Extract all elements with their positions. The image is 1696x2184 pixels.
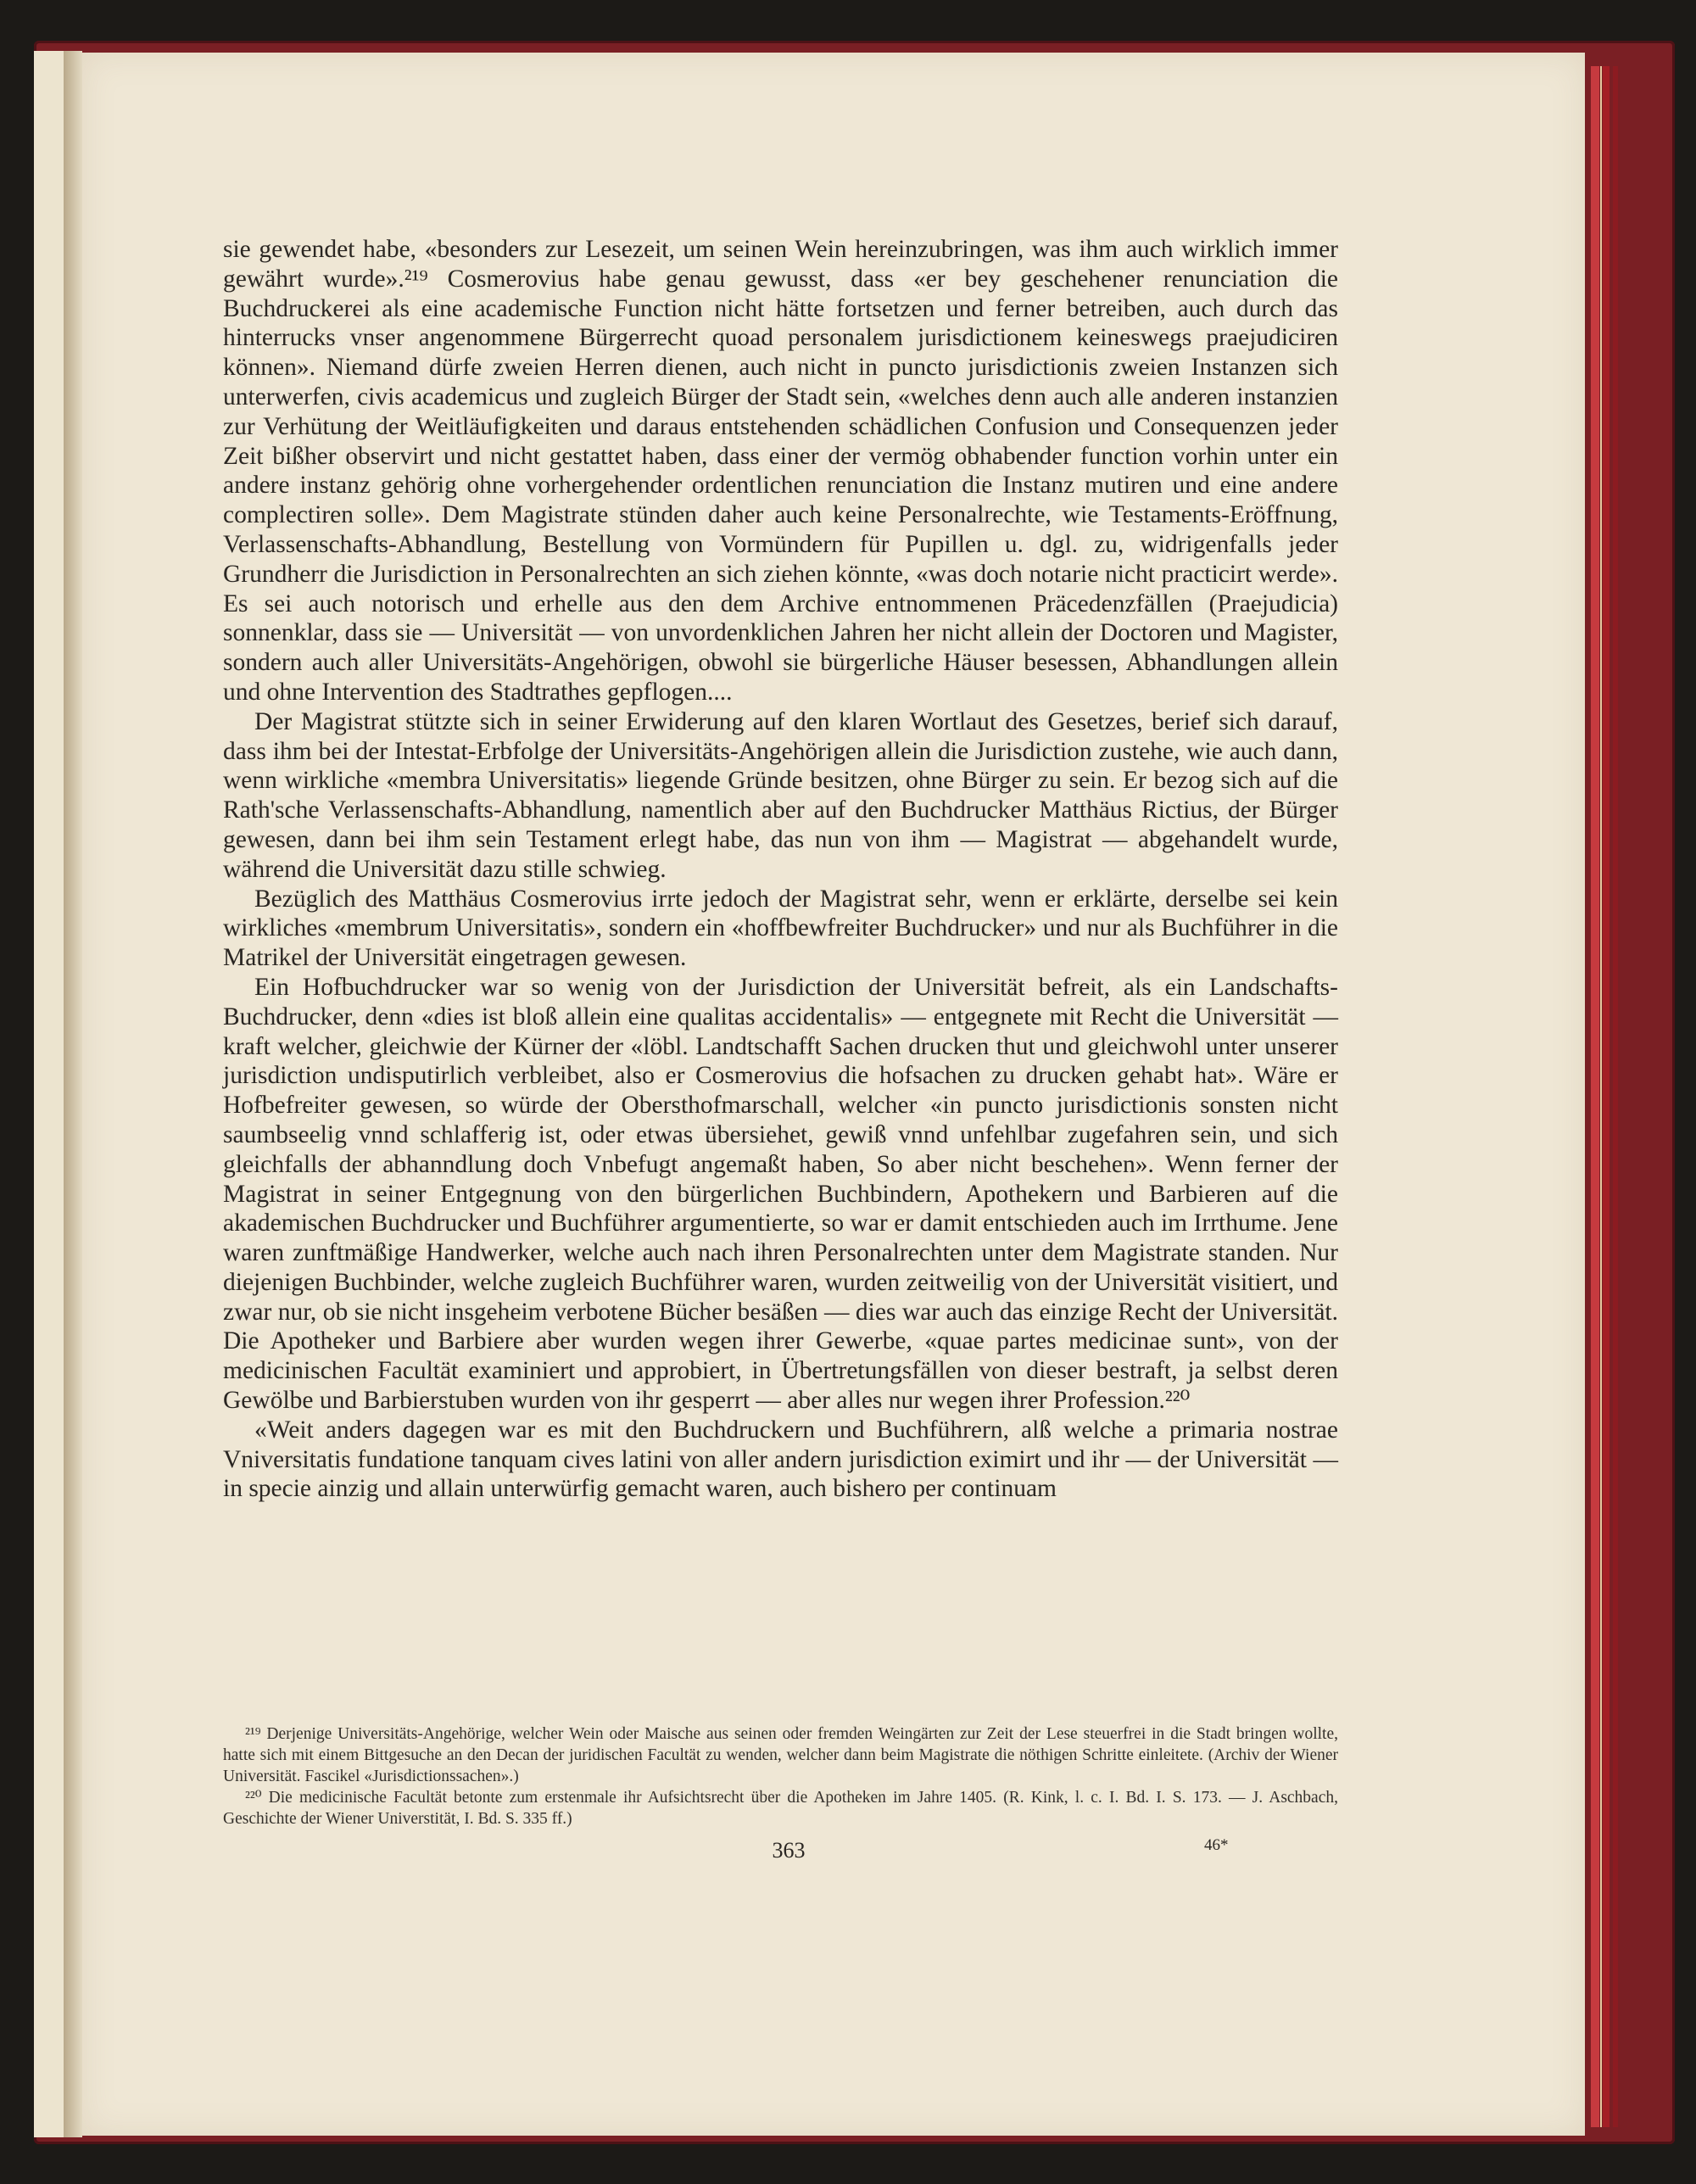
page-edge-red — [1613, 66, 1618, 2127]
signature-mark: 46* — [1204, 1836, 1229, 1854]
page-edge-gilt — [1600, 66, 1602, 2127]
paragraph: sie gewendet habe, «besonders zur Lesezeit, um seinen Wein hereinzubringen, was ihm auch wirklich immer gewährt wurde».²¹⁹ Cosmerovius habe genau gewusst, dass «er bey geschehener renunciation die Buchdruckerei als eine academische Function nicht hätte fortsetzen und ferner betreiben, auch durch das hinterrucks vnser angenommene Bürgerrecht quoad personalem jurisdictionem keineswegs praejudiciren können». Niemand dürfe zweien Herren dienen, auch nicht in puncto jurisdictionis zweien Instanzen sich unterwerfen, civis academicus und zugleich Bürger der Stadt sein, «welches denn auch alle anderen instanzien zur Verhütung der Weitläufigkeiten und daraus entstehenden schädlichen Confusion und Consequenzen jeder Zeit bißher observirt und nicht gestattet haben, dass einer der vermög obhabender function vorhin unter ein andere instanz gehörig ohne vorhergehender ordentlichen renunciation die Instanz mutiren und eine andere complectiren solle». Dem Magistrate stünden daher auch keine Personalrechte, wie Testaments-Eröffnung, Verlassenschafts-Abhandlung, Bestellung von Vormündern für Pupillen u. dgl. zu, widrigenfalls jeder Grundherr die Jurisdiction in Personalrechten an sich ziehen könnte, «was doch notarie nicht practicirt werde». Es sei auch notorisch und erhelle aus den dem Archive entnommenen Präcedenzfällen (Praejudicia) sonnenklar, dass sie — Universität — von unvordenklichen Jahren her nicht allein der Doctoren und Magister, sondern auch aller Universitäts-Angehörigen, obwohl sie bürgerliche Häuser besessen, Abhandlungen allein und ohne Intervention des Stadtrathes gepflogen.... — [223, 236, 1338, 706]
paragraph: Bezüglich des Matthäus Cosmerovius irrte jedoch der Magistrat sehr, wenn er erklärte, derselbe sei kein wirkliches «membrum Universitatis», sondern ein «hoffbewfreiter Buchdrucker» und nur als Buchführer in die Matrikel der Universität eingetragen gewesen. — [223, 885, 1338, 972]
paragraph: Ein Hofbuchdrucker war so wenig von der Jurisdiction der Universität befreit, als ein Landschafts-Buchdrucker, denn «dies ist bloß allein eine qualitas accidentalis» — entgegnete mit Recht die Universität — kraft welcher, gleichwie der Kürner der «löbl. Landtschafft Sachen drucken thut und gleichwohl unter unserer jurisdiction undisputirlich verbleibet, also er Cosmerovius die hofsachen zu drucken gehabt hat». Wäre er Hofbefreiter gewesen, so würde der Obersthofmarschall, welcher «in puncto jurisdictionis sonsten nicht saumbseelig vnnd schlafferig ist, oder etwas übersiehet, gewiß vnnd unfehlbar zugefahren sein, und sich gleichfalls der abhanndlung doch Vnbefugt angemaßt haben, So aber nicht beschehen». Wenn ferner der Magistrat in seiner Entgegnung von den bürgerlichen Buchbindern, Apothekern und Barbieren auf die akademischen Buchdrucker und Buchführer argumentierte, so war er damit entschieden auch im Irrthume. Jene waren zunftmäßige Handwerker, welche auch nach ihren Personalrechten unter dem Magistrate standen. Nur diejenigen Buchbinder, welche zugleich Buchführer waren, wurden zeitweilig von der Universität visitiert, und zwar nur, ob sie nicht insgeheim verbotene Bücher besäßen — dies war auch das einzige Recht der Universität. Die Apotheker und Barbiere aber wurden wegen ihrer Gewerbe, «quae partes medicinae sunt», von der medicinischen Facultät examiniert und approbiert, in Übertretungsfällen von dieser bestraft, ja selbst deren Gewölbe und Barbierstuben wurden von ihr gesperrt — aber alles nur wegen ihrer Profession.²²⁰ — [223, 973, 1338, 1415]
footnotes — [223, 1723, 1338, 1829]
facing-page-sliver — [34, 51, 65, 2137]
footnote: ²²⁰ Die medicinische Facultät betonte zum erstenmale ihr Aufsichtsrecht über die Apotheken im Jahre 1405. (R. Kink, l. c. I. Bd. I. S. 173. — J. Aschbach, Geschichte der Wiener Universtität, I. Bd. S. 335 ff.) — [223, 1789, 1338, 1828]
paragraph: Der Magistrat stützte sich in seiner Erwiderung auf den klaren Wortlaut des Gesetzes, berief sich darauf, dass ihm bei der Intestat-Erbfolge der Universitäts-Angehörigen allein die Jurisdiction zustehe, wie auch dann, wenn wirkliche «membra Universitatis» liegende Gründe besitzen, ohne Bürger zu sein. Er bezog sich auf die Rath'sche Verlassenschafts-Abhandlung, namentlich aber auf den Buchdrucker Matthäus Rictius, der Bürger gewesen, dann bei ihm sein Testament erlegt habe, das nun von ihm — Magistrat — abgehandelt wurde, während die Universität dazu stille schwieg. — [223, 707, 1338, 883]
page-edge-red — [1603, 66, 1610, 2127]
page-number: 363 — [772, 1838, 806, 1863]
page-edge-red — [1591, 66, 1599, 2127]
book-gutter — [64, 51, 82, 2137]
paragraph: «Weit anders dagegen war es mit den Buchdruckern und Buchführern, alß welche a primaria nostrae Vniversitatis fundatione tanquam cives latini von aller andern jurisdiction eximirt und ihr — der Universität — in specie ainzig und allain unterwürfig gemacht waren, auch bishero per continuam — [223, 1416, 1338, 1503]
footnote: ²¹⁹ Derjenige Universitäts-Angehörige, welcher Wein oder Maische aus seinen oder fremden Weingärten zur Zeit der Lese steuerfrei in die Stadt bringen wollte, hatte sich mit einem Bittgesuche an den Decan der juridischen Facultät zu wenden, welcher dann beim Magistrate die nöthigen Schritte einleitete. (Archiv der Wiener Universität. Fascikel «Jurisdictionssachen».) — [223, 1725, 1338, 1785]
main-text-block — [223, 235, 1338, 1504]
